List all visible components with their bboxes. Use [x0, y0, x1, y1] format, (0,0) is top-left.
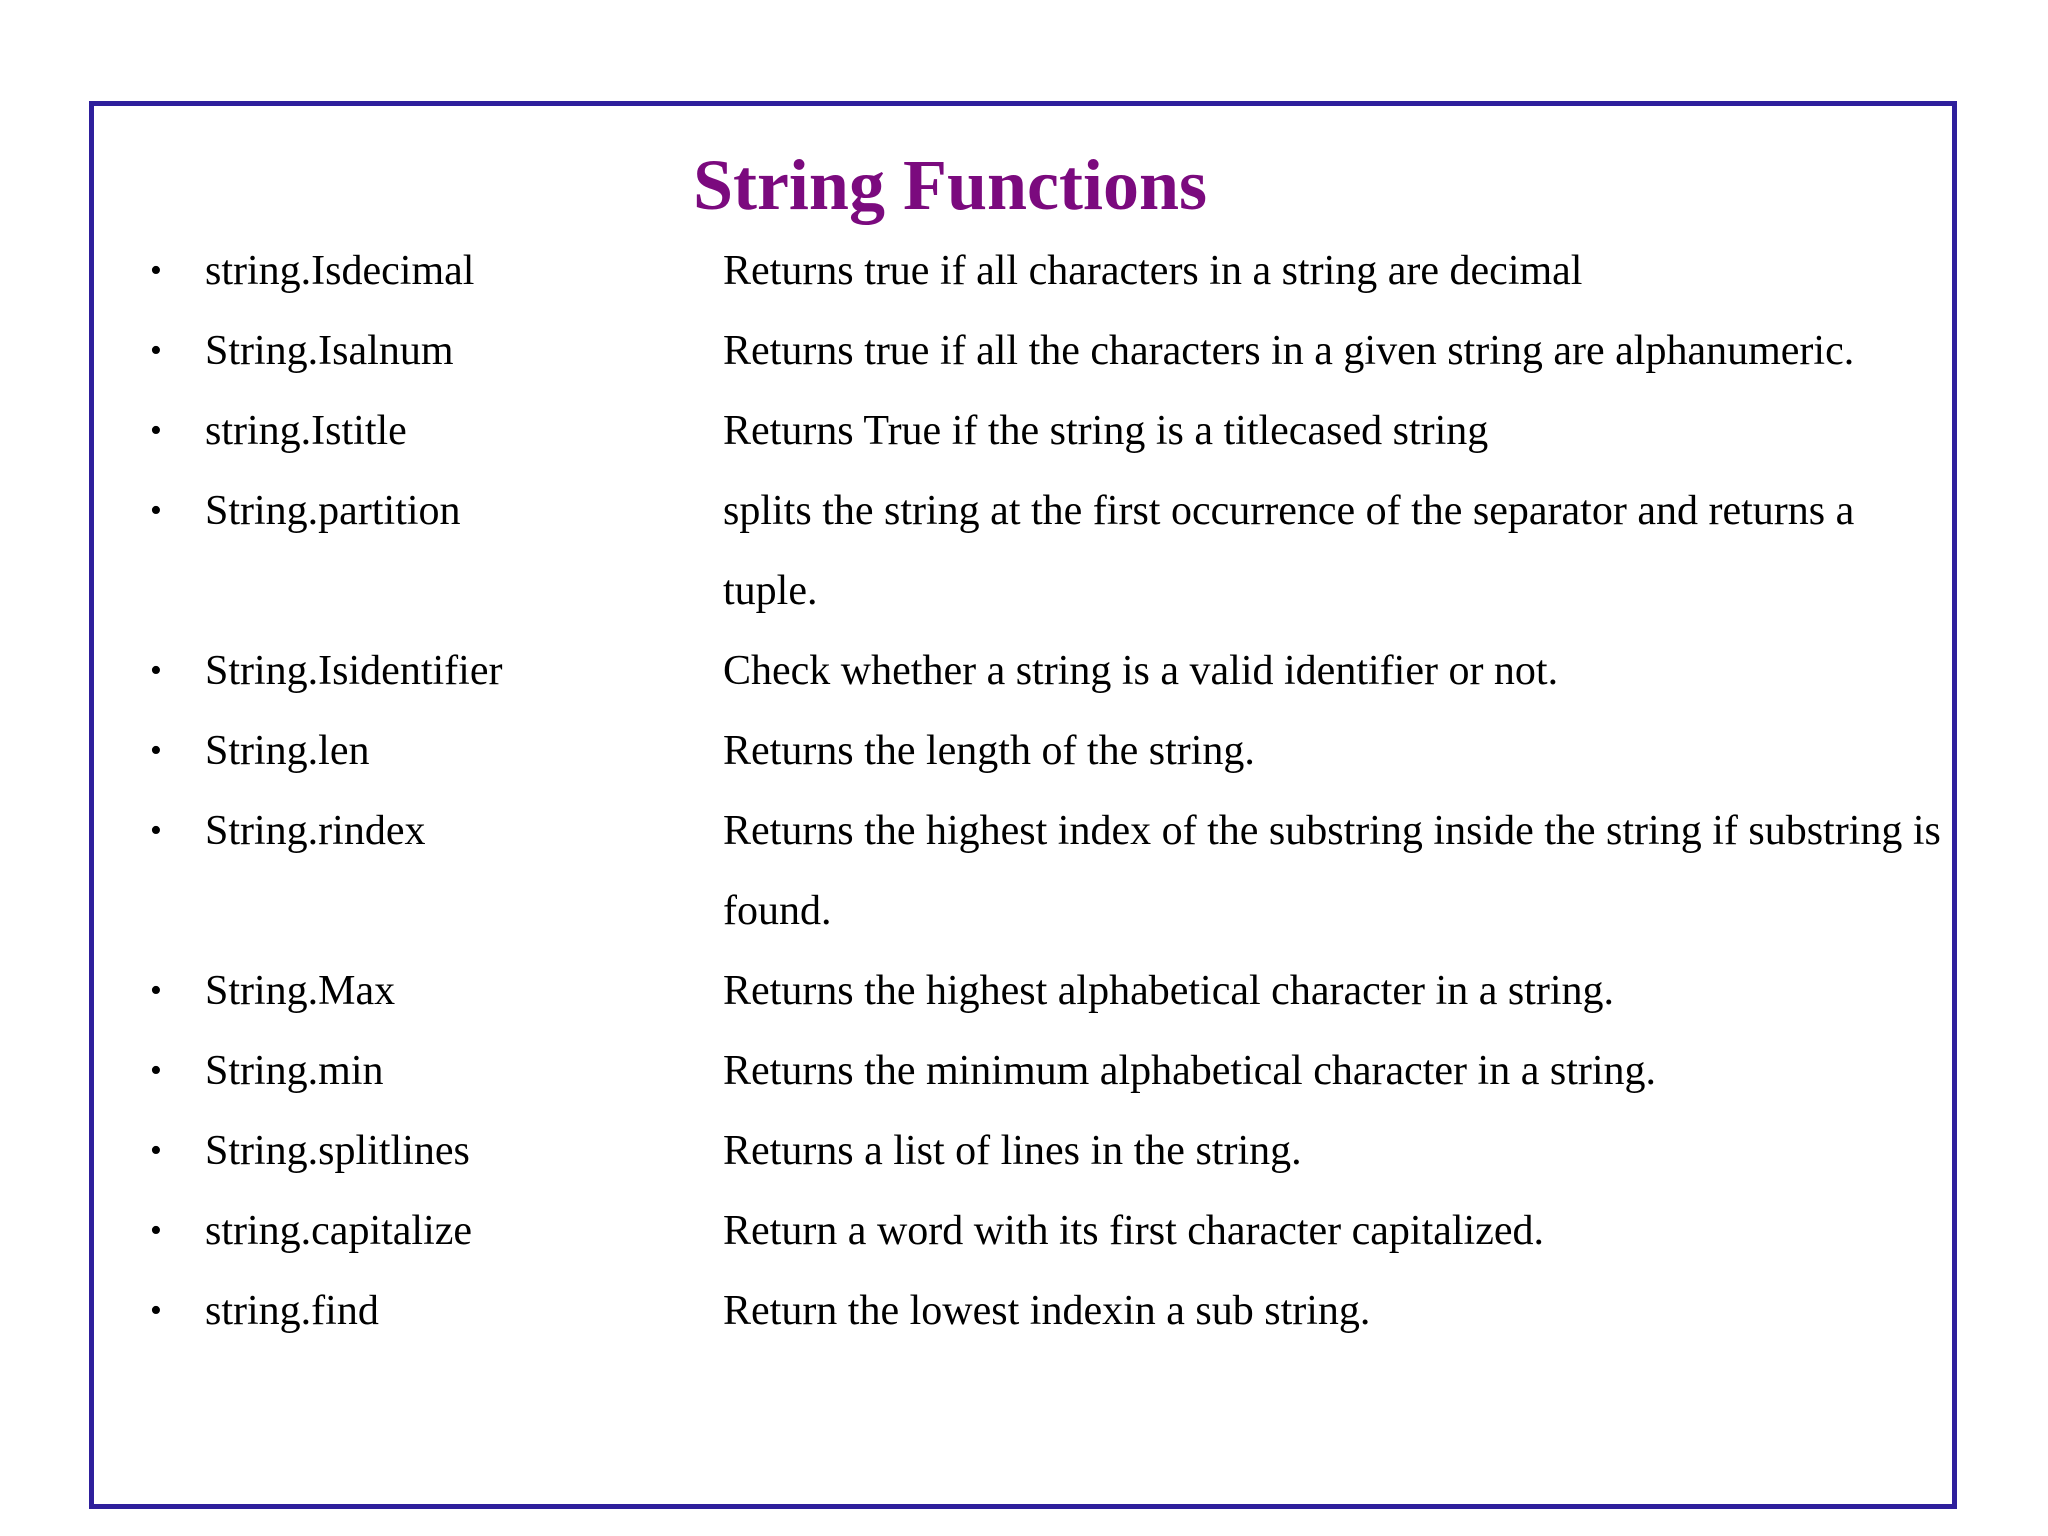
function-description: splits the string at the first occurrence of the separator and returns a tuple.	[723, 488, 1855, 614]
function-description: Return a word with its first character capitalized.	[723, 1208, 1545, 1254]
function-name: string.capitalize	[205, 1208, 473, 1254]
bullet: •	[150, 652, 162, 689]
bullet: •	[150, 972, 162, 1009]
function-name: String.len	[205, 728, 370, 774]
list-item	[0, 951, 2048, 1031]
bullet: •	[150, 732, 162, 769]
function-description: Returns the minimum alphabetical character in a string.	[723, 1048, 1657, 1094]
function-description: Returns the highest alphabetical character in a string.	[723, 968, 1615, 1014]
function-name: String.Isalnum	[205, 328, 454, 374]
function-name: String.partition	[205, 488, 461, 534]
function-name: String.splitlines	[205, 1128, 470, 1174]
list-item	[0, 711, 2048, 791]
bullet: •	[150, 1052, 162, 1089]
list-item	[0, 791, 2048, 934]
function-name: string.Istitle	[205, 408, 407, 454]
list-item	[0, 1271, 2048, 1351]
function-description: Returns true if all characters in a string are decimal	[723, 248, 1583, 294]
function-description: Returns the highest index of the substring inside the string if substring is found.	[723, 808, 1941, 934]
list-item	[0, 1191, 2048, 1271]
function-name: String.rindex	[205, 808, 426, 854]
function-description: Returns True if the string is a titlecased string	[723, 408, 1489, 454]
bullet: •	[150, 1132, 162, 1169]
page-title: String Functions	[692, 145, 1208, 225]
bullet: •	[150, 1292, 162, 1329]
function-name: String.min	[205, 1048, 384, 1094]
function-name: string.Isdecimal	[205, 248, 475, 294]
bullet: •	[150, 332, 162, 369]
list-item	[0, 631, 2048, 711]
function-description: Returns a list of lines in the string.	[723, 1128, 1302, 1174]
function-name: String.Max	[205, 968, 396, 1014]
function-description: Return the lowest indexin a sub string.	[723, 1288, 1371, 1334]
bullet: •	[150, 812, 162, 849]
function-name: String.Isidentifier	[205, 648, 503, 694]
bullet: •	[150, 1212, 162, 1249]
bullet: •	[150, 252, 162, 289]
bullet: •	[150, 412, 162, 449]
list-item	[0, 471, 2048, 614]
list-item	[0, 1111, 2048, 1191]
list-item	[0, 231, 2048, 311]
bullet: •	[150, 492, 162, 529]
list-item	[0, 1031, 2048, 1111]
list-item	[0, 391, 2048, 471]
list-item	[0, 311, 2048, 391]
function-description: Returns true if all the characters in a given string are alphanumeric.	[723, 328, 1855, 374]
function-description: Check whether a string is a valid identifier or not.	[723, 648, 1559, 694]
function-name: string.find	[205, 1288, 379, 1334]
function-description: Returns the length of the string.	[723, 728, 1255, 774]
